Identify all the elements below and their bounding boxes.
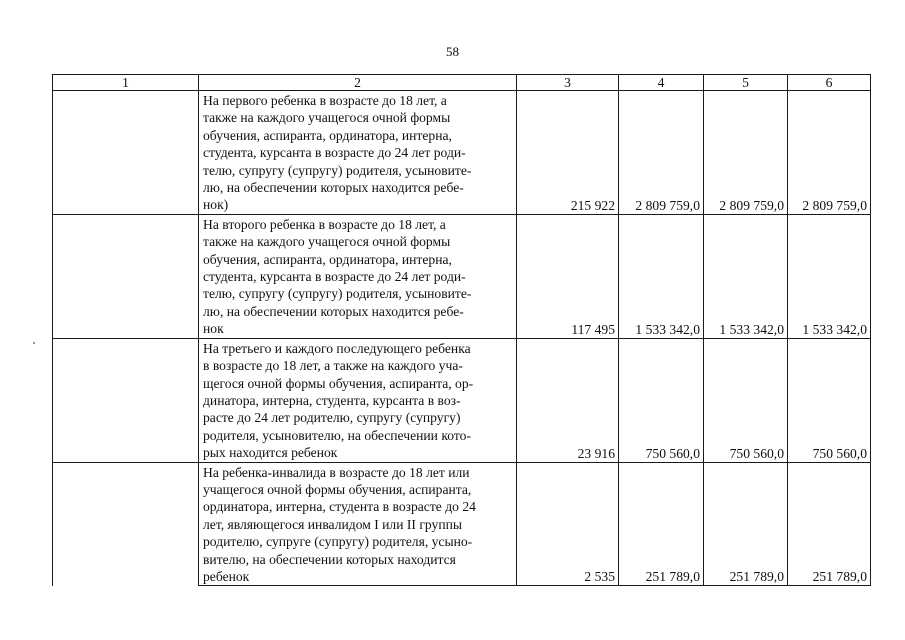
description-line: учащегося очной формы обучения, аспиранта, [203, 481, 472, 497]
scan-speck [33, 342, 35, 344]
table-row [53, 462, 871, 586]
description-line: также на каждого учащегося очной формы [203, 110, 451, 126]
value-cell-col3: 23 916 [517, 338, 619, 462]
description-line: лю, на обеспечении которых находится ребе- [203, 303, 464, 319]
value-cell-col3: 215 922 [517, 91, 619, 215]
value-cell-col6: 750 560,0 [788, 338, 871, 462]
value-cell-col6: 2 809 759,0 [788, 91, 871, 215]
description-line: студента, курсанта в возрасте до 24 лет роди- [203, 269, 466, 285]
table-row [53, 91, 871, 215]
value-cell-col5: 2 809 759,0 [704, 91, 788, 215]
row-code-cell [53, 462, 199, 586]
description-line: родителю, супруге (супругу) родителя, усыно- [203, 534, 473, 550]
column-header-2: 2 [199, 75, 517, 91]
value-cell-col4: 750 560,0 [619, 338, 704, 462]
value-cell-col6: 1 533 342,0 [788, 214, 871, 338]
column-header-6: 6 [788, 75, 871, 91]
description-line: телю, супругу (супругу) родителя, усыновите- [203, 162, 472, 178]
table-row [53, 214, 871, 338]
description-line: также на каждого учащегося очной формы [203, 234, 451, 250]
value-cell-col3: 2 535 [517, 462, 619, 586]
description-line: ребенок [203, 568, 250, 584]
description-line: обучения, аспиранта, ординатора, интерна, [203, 251, 452, 267]
value-cell-col5: 1 533 342,0 [704, 214, 788, 338]
value-cell-col4: 1 533 342,0 [619, 214, 704, 338]
description-line: На второго ребенка в возрасте до 18 лет, а [203, 216, 446, 232]
value-cell-col6: 251 789,0 [788, 462, 871, 586]
value-cell-col4: 2 809 759,0 [619, 91, 704, 215]
value-cell-col3: 117 495 [517, 214, 619, 338]
row-code-cell [53, 214, 199, 338]
description-line: На ребенка-инвалида в возрасте до 18 лет или [203, 464, 470, 480]
description-line: ординатора, интерна, студента в возрасте до 24 [203, 499, 476, 515]
description-line: нок [203, 321, 224, 337]
description-line: студента, курсанта в возрасте до 24 лет роди- [203, 145, 466, 161]
benefit-table [52, 74, 871, 586]
value-cell-col5: 750 560,0 [704, 338, 788, 462]
description-line: щегося очной формы обучения, аспиранта, ор- [203, 375, 474, 391]
description-line: На третьего и каждого последующего ребенка [203, 340, 471, 356]
description-line: рых находится ребенок [203, 445, 338, 461]
row-description-cell [199, 214, 517, 338]
value-cell-col4: 251 789,0 [619, 462, 704, 586]
row-code-cell [53, 338, 199, 462]
column-header-3: 3 [517, 75, 619, 91]
description-line: нок) [203, 197, 229, 213]
description-line: вителю, на обеспечении которых находится [203, 551, 456, 567]
column-header-4: 4 [619, 75, 704, 91]
value-cell-col5: 251 789,0 [704, 462, 788, 586]
row-description-cell [199, 338, 517, 462]
page-number: 58 [446, 44, 459, 59]
row-code-cell [53, 91, 199, 215]
description-line: родителя, усыновителю, на обеспечении кото- [203, 427, 471, 443]
description-line: расте до 24 лет родителю, супругу (супругу) [203, 410, 461, 426]
column-number-header-row [53, 75, 871, 91]
table-row [53, 338, 871, 462]
row-description-cell [199, 91, 517, 215]
row-description-cell [199, 462, 517, 586]
description-line: телю, супругу (супругу) родителя, усыновите- [203, 286, 472, 302]
description-line: обучения, аспиранта, ординатора, интерна, [203, 127, 452, 143]
description-line: На первого ребенка в возрасте до 18 лет, а [203, 93, 447, 108]
description-line: лю, на обеспечении которых находится ребе- [203, 180, 464, 196]
description-line: динатора, интерна, студента, курсанта в воз- [203, 392, 461, 408]
description-line: лет, являющегося инвалидом I или II группы [203, 516, 463, 532]
description-line: в возрасте до 18 лет, а также на каждого уча- [203, 358, 463, 374]
column-header-1: 1 [53, 75, 199, 91]
column-header-5: 5 [704, 75, 788, 91]
